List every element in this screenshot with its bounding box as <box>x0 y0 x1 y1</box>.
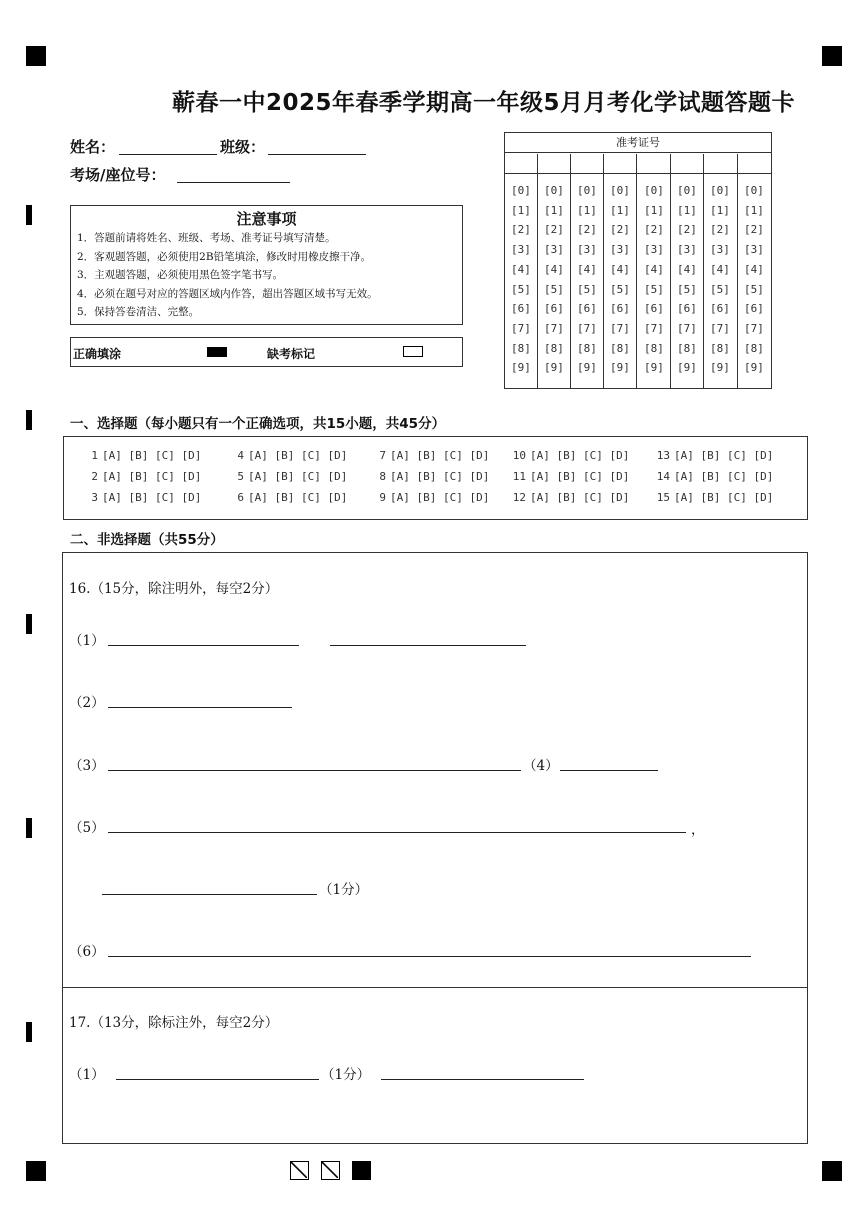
exam-id-digit-bubble[interactable]: [0] <box>710 184 730 197</box>
q17-part1-points: （1分） <box>321 1067 371 1083</box>
q16-part5-blank-b[interactable] <box>102 894 317 895</box>
exam-id-digit-bubble[interactable]: [9] <box>677 361 697 375</box>
name-field[interactable] <box>119 137 217 155</box>
exam-id-digit-bubble[interactable]: [8] <box>710 341 730 355</box>
grid-line <box>537 154 538 388</box>
timing-mark <box>26 205 32 225</box>
exam-id-digit-bubble[interactable]: [8] <box>677 341 697 355</box>
grid-line <box>636 154 637 388</box>
exam-id-digit-bubble[interactable]: [6] <box>577 302 597 316</box>
exam-id-digit-bubble[interactable]: [3] <box>644 243 664 257</box>
question-divider <box>63 987 807 988</box>
exam-id-digit-bubble[interactable]: [6] <box>544 302 564 316</box>
choice-question-10[interactable] <box>510 449 629 462</box>
exam-id-digit-bubble[interactable]: [1] <box>511 203 531 217</box>
correct-fill-label: 正确填涂 <box>73 347 122 361</box>
notice-box <box>70 205 463 325</box>
notice-item: 5．保持答卷清洁、完整。 <box>77 306 200 318</box>
exam-id-digit-bubble[interactable]: [2] <box>744 223 764 237</box>
answer-area <box>62 552 808 1144</box>
exam-id-digit-bubble[interactable]: [3] <box>744 243 764 257</box>
page-marker-filled <box>352 1161 371 1180</box>
exam-id-digit-bubble[interactable]: [8] <box>544 341 564 355</box>
q16-part1-blank-a[interactable] <box>108 645 299 646</box>
exam-id-digit-bubble[interactable]: [7] <box>544 321 564 335</box>
exam-id-digit-bubble[interactable]: [5] <box>744 282 764 296</box>
section2-heading: 二、非选择题（共55分） <box>70 532 224 548</box>
answer-options[interactable]: [A] [B] [C] [D] <box>674 470 774 483</box>
question-number: 4 <box>237 449 244 462</box>
exam-id-digit-bubble[interactable]: [4] <box>710 262 730 276</box>
exam-id-digit-bubble[interactable]: [9] <box>511 361 531 375</box>
exam-id-digit-bubble[interactable]: [1] <box>710 203 730 217</box>
exam-id-digit-bubble[interactable]: [8] <box>644 341 664 355</box>
exam-id-digit-bubble[interactable]: [5] <box>577 282 597 296</box>
exam-id-digit-bubble[interactable]: [7] <box>677 321 697 335</box>
exam-id-digit-bubble[interactable]: [1] <box>577 203 597 217</box>
answer-options[interactable]: [A] [B] [C] [D] <box>248 449 348 462</box>
exam-id-grid <box>504 132 772 389</box>
question-number: 15 <box>656 491 670 504</box>
timing-mark <box>26 614 32 634</box>
exam-id-digit-bubble[interactable]: [5] <box>544 282 564 296</box>
exam-id-digit-bubble[interactable]: [0] <box>511 184 531 197</box>
class-field[interactable] <box>268 137 366 155</box>
notice-item: 2．客观题答题，必须使用2B铅笔填涂，修改时用橡皮擦干净。 <box>77 250 372 263</box>
answer-options[interactable]: [A] [B] [C] [D] <box>390 491 490 504</box>
correct-fill-swatch <box>207 347 227 357</box>
page-marker-slash <box>321 1161 340 1180</box>
q16-part2-label: （2） <box>69 695 105 711</box>
grid-line <box>570 154 571 388</box>
exam-id-digit-bubble[interactable]: [7] <box>744 321 764 335</box>
exam-id-digit-bubble[interactable]: [0] <box>577 184 597 197</box>
exam-id-digit-bubble[interactable]: [6] <box>710 302 730 316</box>
choice-question-15[interactable] <box>654 491 773 504</box>
timing-mark <box>26 410 32 430</box>
q16-part5-comma: ， <box>691 822 705 838</box>
q16-part3-blank[interactable] <box>108 770 521 771</box>
choice-question-9[interactable] <box>370 491 489 504</box>
exam-id-digit-bubble[interactable]: [5] <box>644 282 664 296</box>
timing-mark <box>26 1022 32 1042</box>
exam-id-digit-bubble[interactable]: [7] <box>710 321 730 335</box>
choice-box <box>63 436 808 520</box>
answer-options[interactable]: [A] [B] [C] [D] <box>530 491 630 504</box>
exam-id-digit-bubble[interactable]: [2] <box>610 223 630 237</box>
exam-id-digit-bubble[interactable]: [7] <box>644 321 664 335</box>
exam-id-digit-bubble[interactable]: [1] <box>610 203 630 217</box>
q17-part1-label: （1） <box>69 1067 105 1083</box>
q16-title: 16.（15分，除注明外，每空2分） <box>69 581 279 597</box>
question-number: 7 <box>379 449 386 462</box>
exam-id-digit-bubble[interactable]: [8] <box>577 341 597 355</box>
exam-id-digit-bubble[interactable]: [2] <box>710 223 730 237</box>
exam-id-digit-bubble[interactable]: [6] <box>610 302 630 316</box>
exam-id-digit-bubble[interactable]: [3] <box>544 243 564 257</box>
question-number: 6 <box>237 491 244 504</box>
question-number: 12 <box>512 491 526 504</box>
q16-part5-blank-a[interactable] <box>108 832 686 833</box>
exam-id-digit-bubble[interactable]: [4] <box>544 262 564 276</box>
q16-part5-points: （1分） <box>319 882 369 898</box>
exam-id-digit-bubble[interactable]: [9] <box>610 361 630 375</box>
q17-part1-blank-a[interactable] <box>116 1079 319 1080</box>
choice-question-13[interactable] <box>654 449 773 462</box>
exam-id-digit-bubble[interactable]: [7] <box>511 321 531 335</box>
question-number: 5 <box>237 470 244 483</box>
answer-options[interactable]: [A] [B] [C] [D] <box>248 491 348 504</box>
exam-id-digit-bubble[interactable]: [1] <box>744 203 764 217</box>
exam-id-digit-bubble[interactable]: [9] <box>744 361 764 375</box>
corner-marker-bottom-left <box>26 1161 46 1181</box>
notice-item: 1．答题前请将姓名、班级、考场、准考证号填写清楚。 <box>77 232 336 244</box>
exam-id-digit-bubble[interactable]: [3] <box>610 243 630 257</box>
exam-id-digit-bubble[interactable]: [2] <box>544 223 564 237</box>
q17-title: 17.（13分，除标注外，每空2分） <box>69 1015 279 1031</box>
exam-id-digit-bubble[interactable]: [1] <box>644 203 664 217</box>
exam-id-digit-bubble[interactable]: [4] <box>511 262 531 276</box>
q16-part1-label: （1） <box>69 633 105 649</box>
exam-id-digit-bubble[interactable]: [4] <box>644 262 664 276</box>
section1-heading: 一、选择题（每小题只有一个正确选项，共15小题，共45分） <box>70 416 446 432</box>
choice-question-12[interactable] <box>510 491 629 504</box>
exam-id-digit-bubble[interactable]: [9] <box>577 361 597 375</box>
choice-question-7[interactable] <box>370 449 489 462</box>
exam-id-digit-bubble[interactable]: [8] <box>610 341 630 355</box>
q16-part4-blank[interactable] <box>560 770 658 771</box>
answer-options[interactable]: [A] [B] [C] [D] <box>102 470 202 483</box>
timing-mark <box>26 818 32 838</box>
answer-options[interactable]: [A] [B] [C] [D] <box>390 449 490 462</box>
answer-options[interactable]: [A] [B] [C] [D] <box>390 470 490 483</box>
answer-options[interactable]: [A] [B] [C] [D] <box>674 491 774 504</box>
corner-marker-top-right <box>822 46 842 66</box>
q16-part5-label: （5） <box>69 820 105 836</box>
answer-options[interactable]: [A] [B] [C] [D] <box>674 449 774 462</box>
q16-part6-label: （6） <box>69 944 105 960</box>
choice-question-2[interactable] <box>82 470 201 483</box>
exam-id-digit-bubble[interactable]: [5] <box>677 282 697 296</box>
exam-id-write-row[interactable] <box>505 154 771 174</box>
exam-id-digit-bubble[interactable]: [0] <box>744 184 764 197</box>
answer-options[interactable]: [A] [B] [C] [D] <box>530 449 630 462</box>
q16-part4-label: （4） <box>523 758 559 774</box>
page-marker-slash <box>290 1161 309 1180</box>
exam-id-digit-bubble[interactable]: [8] <box>511 341 531 355</box>
exam-id-digit-bubble[interactable]: [0] <box>610 184 630 197</box>
class-label: 班级： <box>220 138 266 156</box>
question-number: 9 <box>379 491 386 504</box>
choice-question-1[interactable] <box>82 449 201 462</box>
choice-question-8[interactable] <box>370 470 489 483</box>
question-number: 2 <box>91 470 98 483</box>
exam-id-digit-bubble[interactable]: [3] <box>577 243 597 257</box>
exam-id-digit-bubble[interactable]: [9] <box>644 361 664 375</box>
exam-id-digit-bubble[interactable]: [8] <box>744 341 764 355</box>
corner-marker-top-left <box>26 46 46 66</box>
exam-id-digit-bubble[interactable]: [6] <box>644 302 664 316</box>
grid-line <box>670 154 671 388</box>
exam-id-digit-bubble[interactable]: [1] <box>544 203 564 217</box>
seat-field[interactable] <box>177 165 290 183</box>
exam-id-digit-bubble[interactable]: [9] <box>710 361 730 375</box>
exam-id-digit-bubble[interactable]: [6] <box>511 302 531 316</box>
absent-mark-box[interactable] <box>403 346 423 357</box>
question-number: 10 <box>512 449 526 462</box>
q16-part1-blank-b[interactable] <box>330 645 526 646</box>
grid-line <box>603 154 604 388</box>
question-number: 14 <box>656 470 670 483</box>
choice-question-11[interactable] <box>510 470 629 483</box>
notice-title: 注意事项 <box>236 210 297 228</box>
q16-part3-label: （3） <box>69 758 105 774</box>
corner-marker-bottom-right <box>822 1161 842 1181</box>
exam-id-header: 准考证号 <box>505 133 771 153</box>
answer-options[interactable]: [A] [B] [C] [D] <box>248 470 348 483</box>
exam-id-digit-bubble[interactable]: [2] <box>577 223 597 237</box>
page-title: 蕲春一中2025年春季学期高一年级5月月考化学试题答题卡 <box>171 90 796 116</box>
q16-part2-blank[interactable] <box>108 707 292 708</box>
question-number: 1 <box>91 449 98 462</box>
question-number: 13 <box>656 449 670 462</box>
exam-id-digit-bubble[interactable]: [4] <box>744 262 764 276</box>
absent-mark-label: 缺考标记 <box>267 347 316 361</box>
answer-options[interactable]: [A] [B] [C] [D] <box>102 449 202 462</box>
exam-id-digit-bubble[interactable]: [4] <box>610 262 630 276</box>
exam-id-digit-bubble[interactable]: [2] <box>644 223 664 237</box>
exam-id-digit-bubble[interactable]: [5] <box>610 282 630 296</box>
question-number: 8 <box>379 470 386 483</box>
exam-id-digit-bubble[interactable]: [3] <box>677 243 697 257</box>
grid-line <box>737 154 738 388</box>
exam-id-digit-bubble[interactable]: [5] <box>511 282 531 296</box>
fill-legend <box>70 337 463 367</box>
exam-id-digit-bubble[interactable]: [7] <box>577 321 597 335</box>
choice-question-3[interactable] <box>82 491 201 504</box>
exam-id-digit-bubble[interactable]: [2] <box>677 223 697 237</box>
exam-id-digit-bubble[interactable]: [0] <box>677 184 697 197</box>
exam-id-digit-bubble[interactable]: [7] <box>610 321 630 335</box>
question-number: 3 <box>91 491 98 504</box>
seat-label: 考场/座位号： <box>70 166 166 184</box>
question-number: 11 <box>512 470 526 483</box>
exam-id-digit-bubble[interactable]: [0] <box>544 184 564 197</box>
q16-part6-blank[interactable] <box>108 956 751 957</box>
exam-id-digit-bubble[interactable]: [1] <box>677 203 697 217</box>
name-label: 姓名： <box>70 138 116 156</box>
q17-part1-blank-b[interactable] <box>381 1079 584 1080</box>
choice-question-4[interactable] <box>228 449 347 462</box>
choice-question-14[interactable] <box>654 470 773 483</box>
exam-id-digit-bubble[interactable]: [9] <box>544 361 564 375</box>
exam-id-digit-bubble[interactable]: [4] <box>577 262 597 276</box>
exam-id-digit-bubble[interactable]: [5] <box>710 282 730 296</box>
notice-item: 3．主观题答题，必须使用黑色签字笔书写。 <box>77 269 284 281</box>
exam-id-digit-bubble[interactable]: [6] <box>677 302 697 316</box>
exam-id-digit-bubble[interactable]: [3] <box>511 243 531 257</box>
notice-item: 4．必须在题号对应的答题区域内作答，超出答题区域书写无效。 <box>77 287 378 300</box>
exam-id-digit-bubble[interactable]: [4] <box>677 262 697 276</box>
exam-id-digit-bubble[interactable]: [2] <box>511 223 531 237</box>
choice-question-5[interactable] <box>228 470 347 483</box>
exam-id-digit-bubble[interactable]: [3] <box>710 243 730 257</box>
exam-id-digit-bubble[interactable]: [6] <box>744 302 764 316</box>
answer-options[interactable]: [A] [B] [C] [D] <box>102 491 202 504</box>
answer-options[interactable]: [A] [B] [C] [D] <box>530 470 630 483</box>
choice-question-6[interactable] <box>228 491 347 504</box>
grid-line <box>703 154 704 388</box>
exam-id-digit-bubble[interactable]: [0] <box>644 184 664 197</box>
